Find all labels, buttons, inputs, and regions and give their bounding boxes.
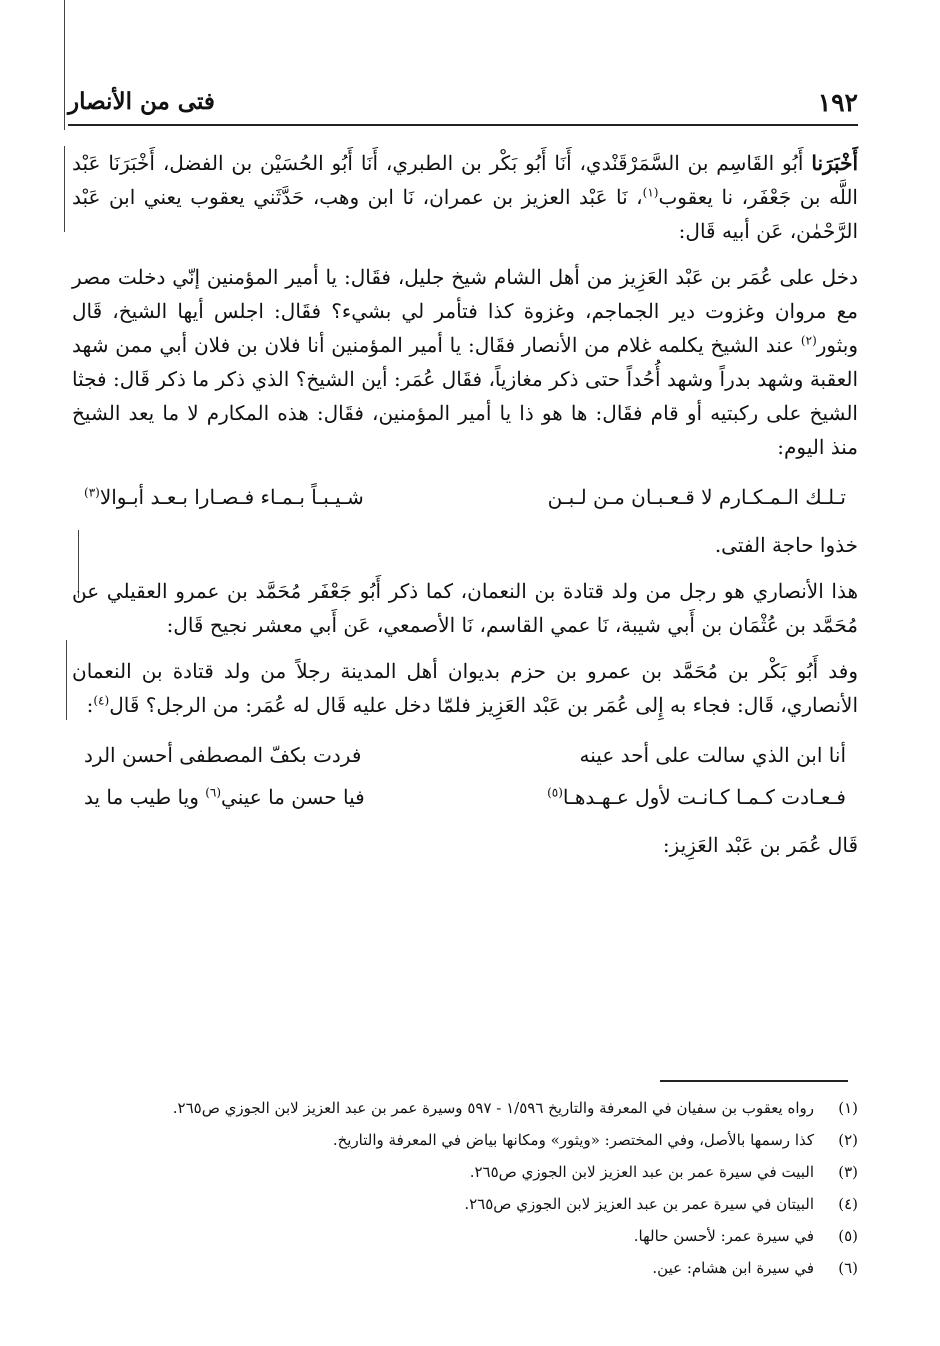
main-text: [72, 146, 858, 874]
footnote-ref: (٣): [84, 485, 100, 500]
footnote-text: البيتان في سيرة عمر بن عبد العزيز لابن الجوزي ص٢٦٥.: [464, 1195, 814, 1213]
footnote-ref: (١): [642, 185, 659, 200]
paragraph-ansari: هذا الأنصاري هو رجل من ولد قتادة بن النعمان، كما ذكر أَبُو جَعْفَر مُحَمَّد بن عمرو العقيلي عن مُحَمَّد بن عُثْمَان بن أَبي شيبة، نَا عمي القاسم، نَا الأصمعي، عَن أَبي معشر نجيح قَال:: [72, 579, 858, 637]
footnote-rule: [660, 1080, 848, 1082]
footnote-ref: (٢): [800, 333, 817, 348]
verse-hemistich-right: فـعـادت كـمـا كـانـت لأول عـهـدهـا$^{(٥)}$: [547, 785, 846, 809]
paragraph-story: دخل على عُمَر بن عَبْد العَزِيز من أهل الشام شيخ جليل، فقَال: يا أمير المؤمنين إنّي دخلت مصر مع مروان وغزوت دير الجماجم، وغزوة كذا فتأمر لي بشيء؟ فقَال: اجلس أيها الشيخ، قَال وبثور$^{(٢)}$ عند الشيخ يكلمه غلام من الأنصار فقَال: يا أمير المؤمنين أنا فلان بن فلان أبي ممن شهد العقبة وشهد بدراً وشهد أُحُداً حتى ذكر مغازياً، فقَال عُمَر: أين الشيخ؟ الذي ذكر ما ذكر قَال: فجثا الشيخ على ركبتيه أو قام فقَال: ها هو ذا يا أمير المؤمنين، فقَال: هذه المكارم لا ما يعد الشيخ منذ اليوم:: [72, 265, 858, 459]
footnote-text: البيت في سيرة عمر بن عبد العزيز لابن الجوزي ص٢٦٥.: [469, 1163, 814, 1181]
verse-line: [72, 734, 858, 776]
verse-block-2: [72, 734, 858, 818]
line-after-verse: خذوا حاجة الفتى.: [714, 533, 858, 557]
footnote-ref: (٦): [205, 785, 222, 800]
paragraph-isnad: أَخْبَرَنا أَبُو القَاسِم بن السَّمَرْقَنْدي، أَنَا أَبُو بَكْر بن الطبري، أَنَا أَبُو الحُسَيْن بن الفضل، أَخْبَرَنَا عَبْد اللَّه بن جَعْفَر، نا يعقوب$^{(١)}$، نَا عَبْد العزيز بن عمران، نَا ابن وهب، حَدَّثَني يعقوب يعني ابن عَبْد الرَّحْمٰن، عَن أبيه قَال:: [72, 151, 858, 243]
verse-hemistich-left: شـيـبـاً بـمـاء فـصـارا بـعـد أبـوالا$^{(٣)}$: [84, 485, 364, 509]
verse-hemistich-right: أنا ابن الذي سالت على أحد عينه: [579, 743, 846, 767]
footnote-number: (٢): [838, 1131, 858, 1149]
scan-edge-line: [64, 146, 65, 232]
footnote: [72, 1252, 858, 1284]
verse-hemistich-left: فيا حسن ما عيني$^{(٦)}$ ويا طيب ما يد: [84, 785, 365, 809]
footnote-number: (٥): [838, 1227, 858, 1245]
header-rule: [68, 124, 858, 126]
paragraph-delegation: وفد أَبُو بَكْر بن مُحَمَّد بن عمرو بن حزم بديوان أهل المدينة رجلاً من ولد قتادة بن النعمان الأنصاري، قَال: فجاء به إِلى عُمَر بن عَبْد العَزِيز فلمّا دخل عليه قَال له عُمَر: من الرجل؟ قَال$^{(٤)}$:: [72, 659, 858, 717]
footnote-ref: (٥): [547, 785, 563, 800]
footnote-text: رواه يعقوب بن سفيان في المعرفة والتاريخ ١/٥٩٦ - ٥٩٧ وسيرة عمر بن عبد العزيز لابن الجوزي ص٢٦٥.: [172, 1099, 814, 1117]
footnote: [72, 1124, 858, 1156]
footnote-number: (٤): [838, 1195, 858, 1213]
footnote-ref: (٤): [93, 693, 110, 708]
footnote-number: (٦): [838, 1259, 858, 1277]
running-title: فتى من الأنصار: [68, 88, 215, 115]
verse-block-1: [72, 476, 858, 518]
footnote-text: كذا رسمها بالأصل، وفي المختصر: «ويثور» ومكانها بياض في المعرفة والتاريخ.: [332, 1131, 814, 1149]
page-number: ١٩٢: [817, 88, 858, 117]
footnotes: [72, 1092, 858, 1284]
footnote: [72, 1092, 858, 1124]
verse-line: [72, 776, 858, 818]
verse-line: [72, 476, 858, 518]
footnote: [72, 1220, 858, 1252]
page-header: [68, 86, 858, 124]
footnote-text: في سيرة ابن هشام: عين.: [652, 1259, 814, 1277]
verse-hemistich-left: فردت بكفّ المصطفى أحسن الرد: [84, 743, 362, 767]
footnote-number: (١): [838, 1099, 858, 1117]
scan-edge-line: [66, 640, 67, 720]
footnote: [72, 1188, 858, 1220]
footnote-text: في سيرة عمر: لأحسن حالها.: [633, 1227, 814, 1245]
footnote-number: (٣): [838, 1163, 858, 1181]
verse-hemistich-right: تـلـك الـمـكـارم لا قـعـبـان مـن لـبـن: [547, 485, 846, 509]
line-after-verse: قَال عُمَر بن عَبْد العَزِيز:: [662, 833, 858, 857]
lead-word: أَخْبَرَنا: [811, 151, 858, 175]
footnote: [72, 1156, 858, 1188]
scan-edge-line: [64, 0, 65, 130]
